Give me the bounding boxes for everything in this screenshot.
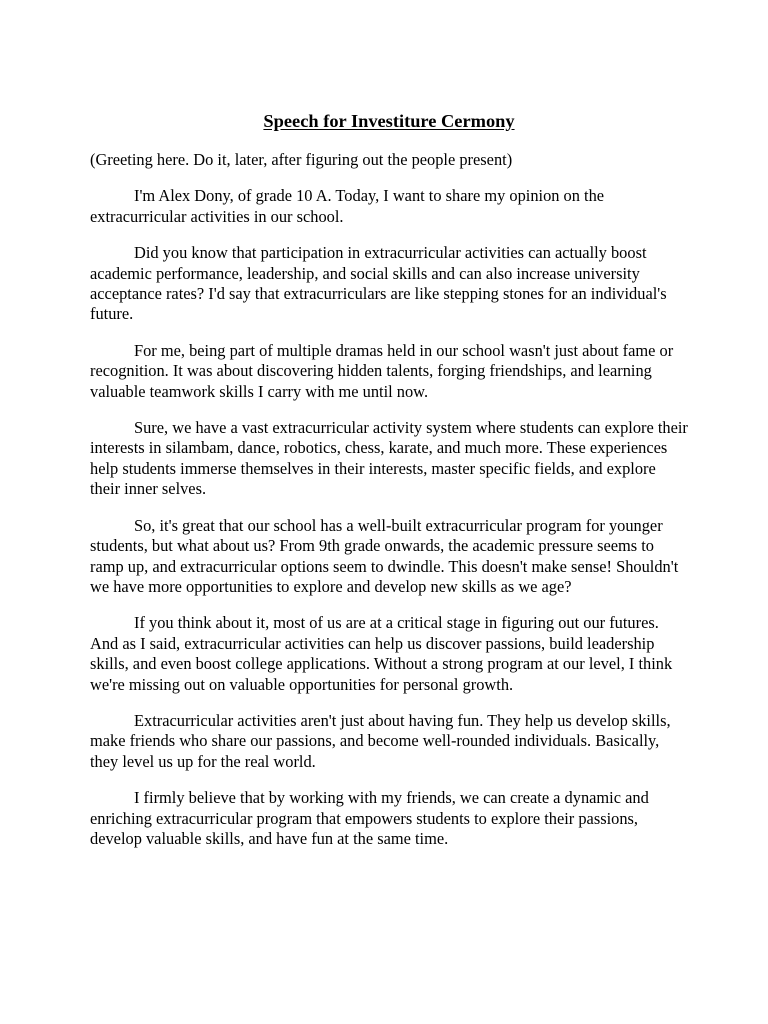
greeting-note: (Greeting here. Do it, later, after figuring out the people present): [90, 150, 513, 169]
speech-paragraph-senior-concerns: So, it's great that our school has a well-built extracurricular program for younger students, but what about us? From 9th grade onwards, the academic pressure seems to ramp up, and extracurricular options seem to dwindle. This doesn't make sense! Shouldn't we have more opportunities to explore and develop new skills as we age?: [90, 515, 679, 596]
document-title: Speech for Investiture Cermony: [263, 111, 515, 131]
speech-paragraph-conclusion: I firmly believe that by working with my friends, we can create a dynamic and enriching extracurricular program that empowers students to explore their passions, develop valuable skills, and have fun at the same time.: [90, 788, 649, 848]
speech-paragraph-activity-system: Sure, we have a vast extracurricular activity system where students can explore their interests in silambam, dance, robotics, chess, karate, and much more. These experiences help students immerse themselves in their interests, master specific fields, and explore their inner selves.: [90, 418, 688, 499]
speech-paragraph-introduction: I'm Alex Dony, of grade 10 A. Today, I want to share my opinion on the extracurricular activities in our school.: [90, 186, 605, 226]
speech-paragraph-personal-experience: For me, being part of multiple dramas held in our school wasn't just about fame or recognition. It was about discovering hidden talents, forging friendships, and learning valuable teamwork skills I carry with me until now.: [90, 340, 674, 401]
speech-paragraph-value: Extracurricular activities aren't just about having fun. They help us develop skills, make friends who share our passions, and become well-rounded individuals. Basically, they level us up for the real world.: [90, 710, 671, 771]
speech-paragraph-benefits: Did you know that participation in extracurricular activities can actually boost academic performance, leadership, and social skills and can also increase university acceptance rates? I'd say that extracurriculars are like stepping stones for an individual's future.: [90, 243, 667, 324]
speech-paragraph-critical-stage: If you think about it, most of us are at a critical stage in figuring out our futures. And as I said, extracurricular activities can help us discover passions, build leadership skills, and even boost college applications. Without a strong program at our level, I think we're missing out on valuable opportunities for personal growth.: [90, 613, 673, 694]
document-body: [90, 110, 688, 849]
